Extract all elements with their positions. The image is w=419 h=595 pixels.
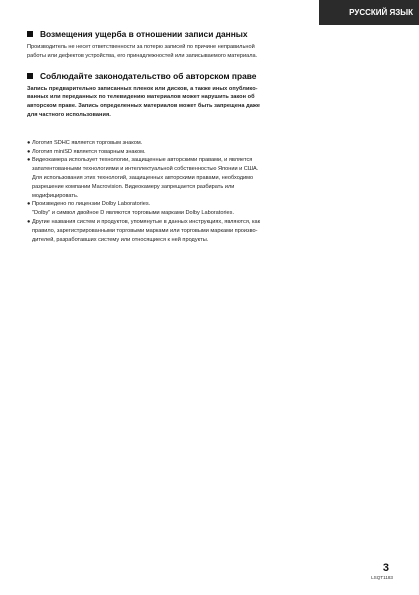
text-line: правило, зарегистрированными торговыми марками или торговыми марками произво- (32, 227, 258, 234)
text-line: Логотип miniSD является товарным знаком. (32, 148, 146, 155)
section-title: Возмещения ущерба в отношении записи данных (40, 29, 248, 39)
bullet-dot-icon: ● (27, 218, 31, 225)
text-line: авторском праве. Запись определенных материалов может быть запрещена даже (27, 103, 261, 110)
text-line: Произведено по лицензии Dolby Laboratories. (32, 201, 151, 208)
list-item (27, 139, 367, 148)
copyright-paragraph (27, 85, 367, 120)
liability-paragraph (27, 43, 367, 61)
text-line: Запись предварительно записанных пленок или дисков, а также иных опублико- (27, 85, 258, 92)
text-line: ванных или переданных по телевидению материалов может нарушить закон об (27, 94, 255, 101)
text-line: модифицировать. (32, 192, 79, 199)
page-number: 3 (382, 562, 389, 574)
list-item (27, 200, 367, 218)
text-line: работы или дефектов устройства, его принадлежностей или записываемого материала. (27, 52, 258, 59)
text-line: разрешение компании Macrovision. Видеокамеру запрещается разбирать или (32, 183, 235, 190)
list-item (27, 148, 367, 157)
bullet-dot-icon: ● (27, 157, 31, 164)
square-bullet-icon (27, 31, 33, 37)
text-line: Логотип SDHC является торговым знаком. (32, 139, 143, 146)
text-line: для частного использования. (27, 111, 111, 118)
bullet-dot-icon: ● (27, 139, 31, 146)
section-heading-copyright (27, 71, 367, 81)
square-bullet-icon (27, 73, 33, 79)
bullet-dot-icon: ● (27, 148, 31, 155)
section-title: Соблюдайте законодательство об авторском праве (40, 70, 257, 81)
text-line: дителей, разработавших систему или относящиеся к ней продукты. (32, 236, 209, 243)
text-line: Видеокамера использует технологии, защищенные авторскими правами, и является (32, 157, 253, 164)
page-content (27, 29, 367, 244)
text-line: "Dolby" и символ двойное D являются торговыми марками Dolby Laboratories. (32, 210, 235, 217)
language-label: РУССКИЙ ЯЗЫК (349, 8, 413, 17)
text-line: запатентованными технологиями и интеллектуальной собственностью Японии и США. (32, 166, 259, 173)
language-tab (319, 0, 419, 25)
list-item (27, 218, 367, 244)
text-line: Производитель не несет ответственности за потерю записей по причине неправильной (27, 44, 255, 50)
bullet-dot-icon: ● (27, 201, 31, 208)
trademark-list (27, 139, 367, 245)
section-heading-liability (27, 29, 367, 39)
list-item (27, 156, 367, 200)
text-line: Для использования этих технологий, защищенных авторскими правами, необходимо (32, 174, 254, 181)
document-code: LSQT1183 (371, 575, 393, 580)
text-line: Другие названия систем и продуктов, упомянутые в данных инструкциях, являются, как (32, 218, 261, 225)
